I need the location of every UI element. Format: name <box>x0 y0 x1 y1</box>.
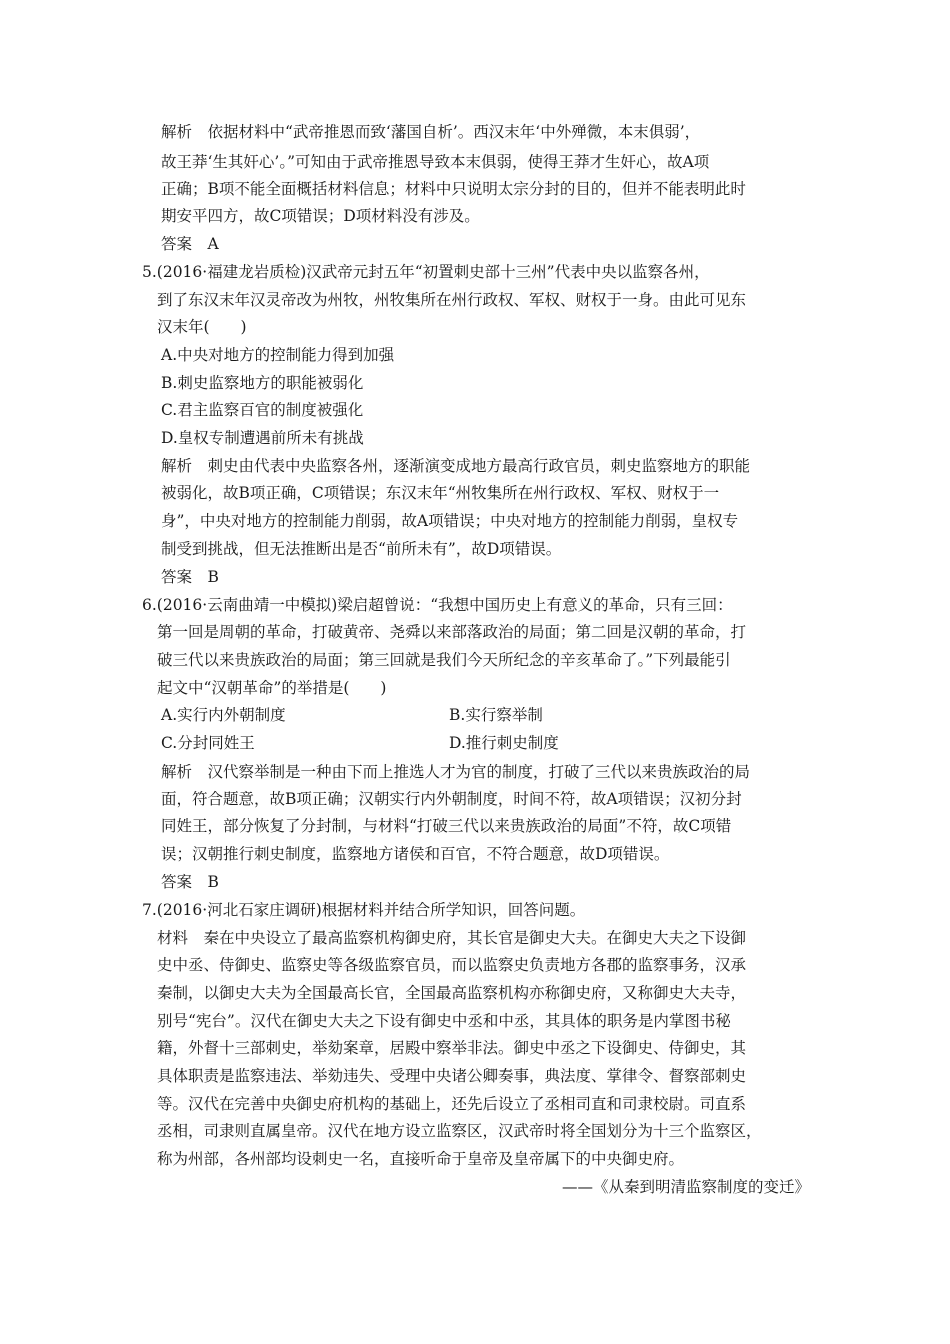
q6-analysis-line-3: 同姓王，部分恢复了分封制，与材料“打破三代以来贵族政治的局面”不符，故C项错 <box>161 817 732 835</box>
q5-analysis-line-1: 解析 刺史由代表中央监察各州，逐渐演变成地方最高行政官员，刺史监察地方的职能 <box>161 457 751 475</box>
q7-material-line-5: 籍，外督十三部刺史，举劾案章，居殿中察举非法。御史中丞之下设御史、侍御史，其 <box>157 1039 747 1057</box>
q6-answer: 答案 B <box>161 873 219 891</box>
q7-material-line-4: 别号“宪台”。汉代在御史大夫之下设有御史中丞和中丞，其具体的职务是内掌图书秘 <box>157 1012 731 1030</box>
q6-analysis-line-4: 误；汉朝推行刺史制度，监察地方诸侯和百官，不符合题意，故D项错误。 <box>161 845 670 863</box>
q7-material-line-3: 秦制，以御史大夫为全国最高长官，全国最高监察机构亦称御史府，又称御史大夫寺， <box>157 984 747 1002</box>
q4-analysis-line-2: 故王莽‘生其奸心’。”可知由于武帝推恩导致本末俱弱，使得王莽才生奸心，故A项 <box>161 153 710 171</box>
q5-stem-line-1: 5.(2016·福建龙岩质检)汉武帝元封五年“初置刺史部十三州”代表中央以监察各州， <box>142 263 710 281</box>
q5-option-b: B.刺史监察地方的职能被弱化 <box>161 374 364 392</box>
q6-stem-line-4: 起文中“汉朝革命”的举措是( ) <box>157 679 387 697</box>
q6-option-c: C.分封同姓王 <box>161 734 255 752</box>
q6-analysis-line-2: 面，符合题意，故B项正确；汉朝实行内外朝制度，时间不符，故A项错误；汉初分封 <box>161 790 742 808</box>
q4-answer: 答案 A <box>161 235 219 253</box>
q7-material-line-6: 具体职责是监察违法、举劾违失、受理中央诸公卿奏事，典法度、掌律令、督察部刺史 <box>157 1067 747 1085</box>
q6-option-a: A.实行内外朝制度 <box>161 706 286 724</box>
q7-material-line-9: 称为州部，各州部均设刺史一名，直接听命于皇帝及皇帝属下的中央御史府。 <box>157 1150 685 1168</box>
q6-stem-line-2: 第一回是周朝的革命，打破黄帝、尧舜以来部落政治的局面；第二回是汉朝的革命，打 <box>157 623 747 641</box>
q6-stem-line-3: 破三代以来贵族政治的局面；第三回就是我们今天所纪念的辛亥革命了。”下列最能引 <box>157 651 731 669</box>
q7-stem: 7.(2016·河北石家庄调研)根据材料并结合所学知识，回答问题。 <box>142 901 586 919</box>
q7-material-line-1: 材料 秦在中央设立了最高监察机构御史府，其长官是御史大夫。在御史大夫之下设御 <box>157 929 747 947</box>
q6-analysis-line-1: 解析 汉代察举制是一种由下而上推选人才为官的制度，打破了三代以来贵族政治的局 <box>161 763 751 781</box>
q4-analysis-line-4: 期安平四方，故C项错误；D项材料没有涉及。 <box>161 207 480 225</box>
q7-material-line-2: 史中丞、侍御史、监察史等各级监察官员，而以监察史负责地方各郡的监察事务，汉承 <box>157 956 747 974</box>
q5-option-c: C.君主监察百官的制度被强化 <box>161 401 364 419</box>
q4-analysis-line-1: 解析 依据材料中“武帝推恩而致‘藩国自析’。西汉末年‘中外殚微，本末俱弱’， <box>161 123 701 141</box>
q5-analysis-line-3: 身”，中央对地方的控制能力削弱，故A项错误；中央对地方的控制能力削弱，皇权专 <box>161 512 739 530</box>
q5-option-a: A.中央对地方的控制能力得到加强 <box>161 346 395 364</box>
q6-option-d: D.推行刺史制度 <box>449 734 559 752</box>
q5-stem-line-3: 汉末年( ) <box>157 318 247 336</box>
q7-material-line-7: 等。汉代在完善中央御史府机构的基础上，还先后设立了丞相司直和司隶校尉。司直系 <box>157 1095 747 1113</box>
q6-stem-line-1: 6.(2016·云南曲靖一中模拟)梁启超曾说：“我想中国历史上有意义的革命，只有三回： <box>142 596 733 614</box>
q4-analysis-line-3: 正确；B项不能全面概括材料信息；材料中只说明太宗分封的目的，但并不能表明此时 <box>161 180 746 198</box>
q5-answer: 答案 B <box>161 568 219 586</box>
q5-option-d: D.皇权专制遭遇前所未有挑战 <box>161 429 364 447</box>
q5-analysis-line-2: 被弱化，故B项正确，C项错误；东汉末年“州牧集所在州行政权、军权、财权于一 <box>161 484 720 502</box>
q7-material-line-8: 丞相，司隶则直属皇帝。汉代在地方设立监察区，汉武帝时将全国划分为十三个监察区， <box>157 1122 762 1140</box>
q7-source-citation: ——《从秦到明清监察制度的变迁》 <box>561 1178 810 1196</box>
q5-stem-line-2: 到了东汉末年汉灵帝改为州牧，州牧集所在州行政权、军权、财权于一身。由此可见东 <box>157 291 747 309</box>
q6-option-b: B.实行察举制 <box>449 706 543 724</box>
q5-analysis-line-4: 制受到挑战，但无法推断出是否“前所未有”，故D项错误。 <box>161 540 562 558</box>
